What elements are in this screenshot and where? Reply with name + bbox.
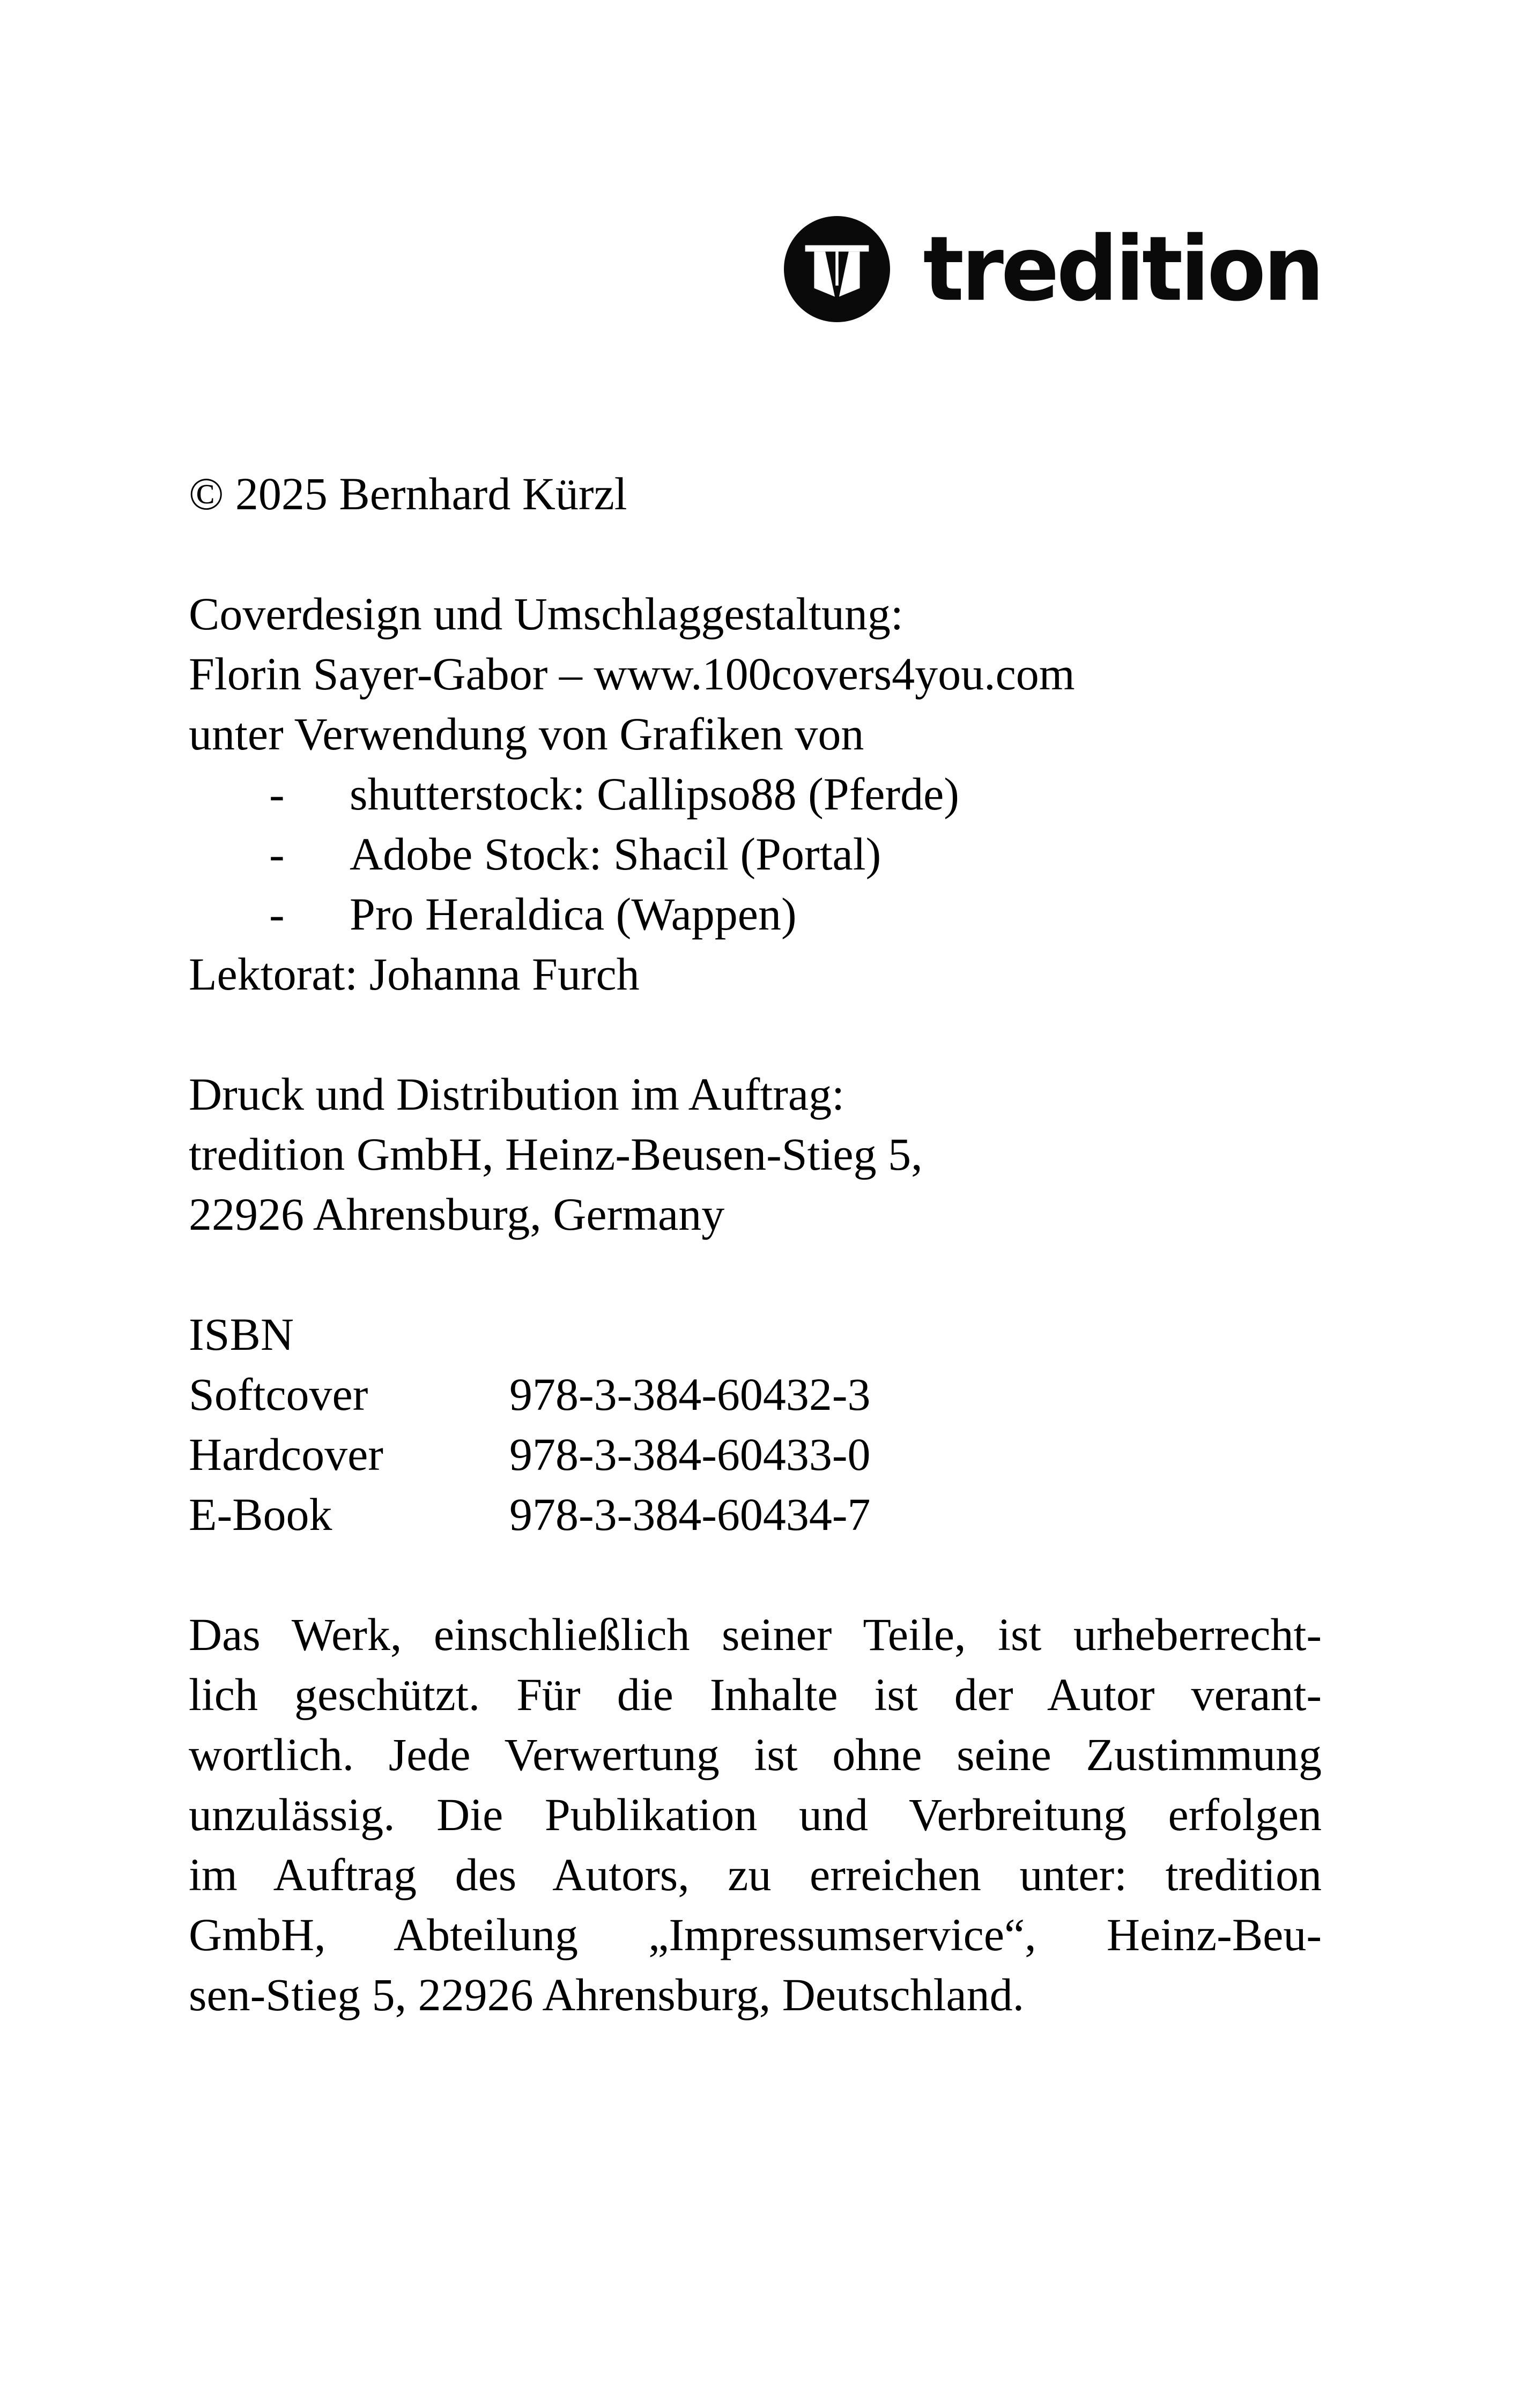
- credit-item: [189, 764, 1322, 824]
- isbn-heading: ISBN: [189, 1309, 294, 1360]
- tredition-wordmark: tredition: [923, 217, 1322, 321]
- imprint-text: [189, 464, 1322, 2025]
- isbn-row: [189, 1364, 1322, 1424]
- cover-credits-block: [189, 584, 1322, 944]
- isbn-block: [189, 1304, 1322, 1544]
- distribution-city-line: 22926 Ahrensburg, Germany: [189, 1188, 725, 1240]
- legal-line: unzulässig. Die Publikation und Verbreitung erfolgen: [189, 1789, 1322, 1840]
- isbn-row: [189, 1424, 1322, 1484]
- isbn-format-label: E-Book: [189, 1489, 332, 1540]
- legal-line: Das Werk, einschließlich seiner Teile, ist urheberrecht-: [189, 1609, 1322, 1660]
- legal-line: lich geschützt. Für die Inhalte ist der Autor verant-: [189, 1669, 1322, 1720]
- credit-item: [189, 884, 1322, 944]
- distribution-heading: Druck und Distribution im Auftrag:: [189, 1068, 844, 1120]
- cover-designer-line: Florin Sayer-Gabor – www.100covers4you.com: [189, 648, 1075, 700]
- legal-line: im Auftrag des Autors, zu erreichen unter: tredition: [189, 1849, 1322, 1900]
- copyright-line: © 2025 Bernhard Kürzl: [189, 468, 627, 519]
- isbn-format-label: Softcover: [189, 1369, 368, 1420]
- distribution-company-line: tredition GmbH, Heinz-Beusen-Stieg 5,: [189, 1128, 923, 1180]
- distribution-block: [189, 1064, 1322, 1244]
- isbn-row: [189, 1484, 1322, 1544]
- list-dash: -: [269, 828, 285, 880]
- credit-text: Pro Heraldica (Wappen): [350, 888, 797, 940]
- legal-line: GmbH, Abteilung „Impressumservice“, Heinz-Beu-: [189, 1909, 1322, 1960]
- cover-design-heading: Coverdesign und Umschlaggestaltung:: [189, 588, 903, 640]
- list-dash: -: [269, 888, 285, 940]
- legal-block: [189, 1604, 1322, 2025]
- isbn-number: 978-3-384-60432-3: [509, 1369, 871, 1420]
- isbn-number: 978-3-384-60434-7: [509, 1489, 871, 1540]
- legal-line-last: sen-Stieg 5, 22926 Ahrensburg, Deutschland.: [189, 1969, 1025, 2020]
- graphics-intro-line: unter Verwendung von Grafiken von: [189, 708, 864, 760]
- lektorat-line: Lektorat: Johanna Furch: [189, 948, 640, 1000]
- legal-line: wortlich. Jede Verwertung ist ohne seine Zustimmung: [189, 1729, 1322, 1780]
- isbn-number: 978-3-384-60433-0: [509, 1429, 871, 1480]
- list-dash: -: [269, 768, 285, 820]
- credit-text: shutterstock: Callipso88 (Pferde): [350, 768, 959, 820]
- tredition-logo: [784, 216, 1322, 322]
- isbn-format-label: Hardcover: [189, 1429, 383, 1480]
- credit-item: [189, 824, 1322, 884]
- tredition-logo-mark-icon: [784, 216, 890, 322]
- credit-text: Adobe Stock: Shacil (Portal): [350, 828, 881, 880]
